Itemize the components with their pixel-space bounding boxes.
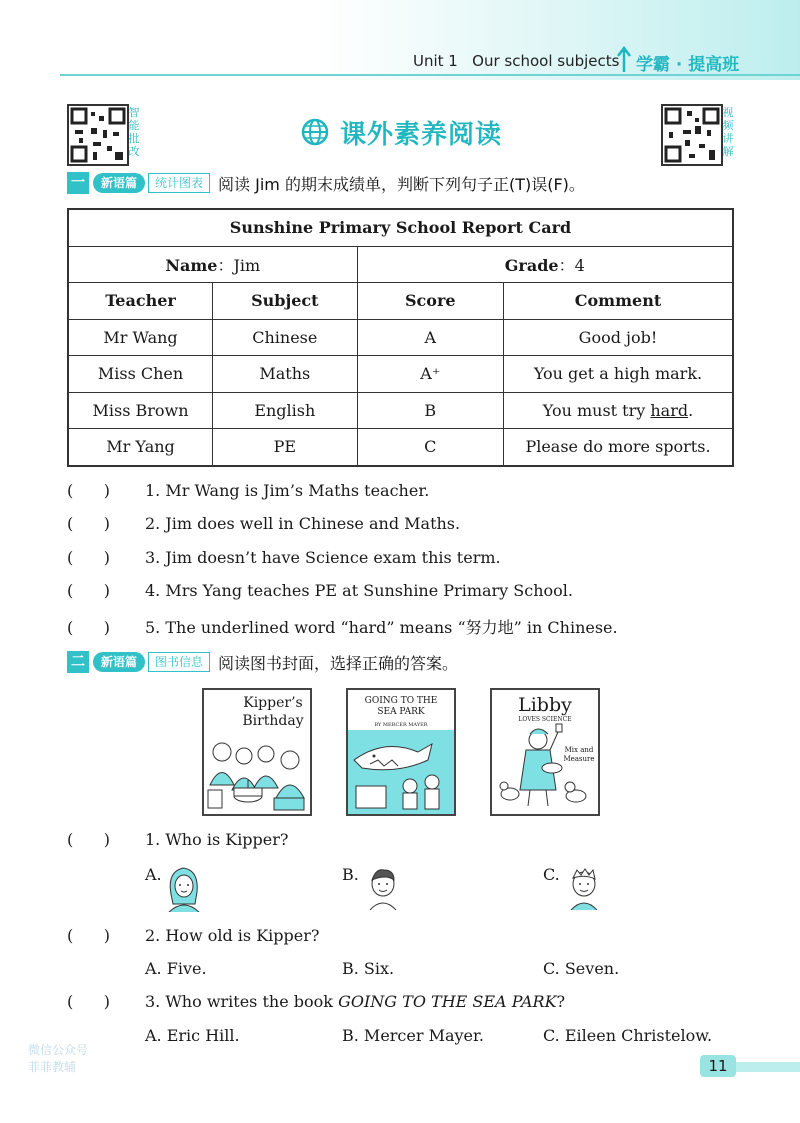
- question-item: [67, 926, 319, 948]
- answer-blank[interactable]: ( ): [67, 926, 110, 945]
- name-label: Name: [165, 255, 218, 275]
- book-extra-line: Measure: [563, 755, 595, 763]
- watermark-line: 菲菲教辅: [28, 1060, 77, 1074]
- part2-instruction: 阅读图书封面，选择正确的答案。: [218, 653, 459, 673]
- answer-blank[interactable]: ( ): [67, 992, 110, 1011]
- girl-with-bowl-illustration: [492, 690, 598, 814]
- part1-header: [67, 172, 585, 194]
- option-c[interactable]: [543, 865, 560, 884]
- question-text: 2. How old is Kipper?: [145, 926, 320, 945]
- qr-code-left[interactable]: [67, 104, 129, 166]
- table-info-row: [68, 246, 733, 283]
- qr-pattern-icon: [69, 106, 127, 164]
- boy-face-icon[interactable]: [366, 866, 400, 910]
- teacher-cell: Miss Brown: [68, 392, 213, 429]
- table-row: [68, 319, 733, 356]
- answer-blank[interactable]: ( ): [67, 581, 110, 600]
- subject-cell: English: [213, 392, 358, 429]
- part1-tag-genre: 统计图表: [148, 173, 210, 193]
- comment-cell: Please do more sports.: [503, 429, 733, 466]
- boy-face-icon[interactable]: [567, 866, 601, 910]
- arrow-up-icon: [615, 44, 633, 74]
- book-cover-libby: [490, 688, 600, 816]
- comment-cell: [503, 392, 733, 429]
- comment-cell: You get a high mark.: [503, 356, 733, 393]
- answer-blank[interactable]: ( ): [67, 830, 110, 849]
- comment-text: You must try: [542, 400, 651, 420]
- unit-title: Unit 1 Our school subjects: [413, 52, 620, 70]
- option-b[interactable]: B. Six.: [342, 959, 395, 978]
- teacher-cell: Miss Chen: [68, 356, 213, 393]
- student-name-cell: Name：Jim: [68, 246, 357, 283]
- option-a[interactable]: [145, 865, 162, 884]
- qr-pattern-icon: [663, 106, 721, 164]
- option-b[interactable]: [342, 865, 359, 884]
- answer-blank[interactable]: ( ): [67, 618, 110, 637]
- book-title-line: Kipper’s: [243, 695, 303, 711]
- col-header-subject: Subject: [213, 283, 358, 320]
- option-label: A.: [145, 865, 162, 884]
- question-item: [67, 548, 501, 570]
- option-label: C.: [543, 865, 560, 884]
- part2-number: 二: [67, 651, 89, 673]
- table-row: [68, 429, 733, 466]
- book-title-line: GOING TO THE: [364, 696, 438, 706]
- section-title: [300, 112, 502, 152]
- score-cell: A: [357, 319, 503, 356]
- question-text: 3. Who writes the book: [145, 992, 339, 1011]
- answer-blank[interactable]: ( ): [67, 514, 110, 533]
- option-b[interactable]: B. Mercer Mayer.: [342, 1026, 484, 1045]
- section-title-text: 课外素养阅读: [340, 119, 503, 150]
- birthday-party-illustration: [204, 690, 310, 814]
- score-cell: C: [357, 429, 503, 466]
- part2-tag-genre: 图书信息: [148, 652, 210, 672]
- score-cell: A⁺: [357, 356, 503, 393]
- col-header-score: Score: [357, 283, 503, 320]
- book-extra-line: Mix and: [564, 746, 594, 754]
- name-value: Jim: [233, 255, 261, 275]
- col-header-comment: Comment: [503, 283, 733, 320]
- book-cover-sea-park: [346, 688, 456, 816]
- book-title-italic: GOING TO THE SEA PARK: [338, 992, 557, 1011]
- option-a[interactable]: A. Five.: [145, 959, 207, 978]
- part2-header: [67, 651, 458, 673]
- part2-tag-type: 新语篇: [93, 652, 145, 672]
- teacher-cell: Mr Wang: [68, 319, 213, 356]
- table-row: [68, 356, 733, 393]
- book-title-line: Libby: [518, 694, 572, 716]
- subject-cell: Chinese: [213, 319, 358, 356]
- question-item: [67, 481, 429, 503]
- option-c[interactable]: C. Seven.: [543, 959, 620, 978]
- comment-end: .: [688, 400, 694, 420]
- student-grade-cell: Grade：4: [357, 246, 733, 283]
- question-item: [67, 992, 565, 1014]
- book-title-line: SEA PARK: [377, 707, 425, 717]
- table-row: [68, 392, 733, 429]
- answer-blank[interactable]: ( ): [67, 481, 110, 500]
- book-subtitle: LOVES SCIENCE: [518, 716, 572, 723]
- qr-left-label: 智能批改: [128, 106, 140, 158]
- teacher-cell: Mr Yang: [68, 429, 213, 466]
- part1-number: 一: [67, 172, 89, 194]
- question-text: 1. Mr Wang is Jim’s Maths teacher.: [145, 481, 430, 500]
- qr-code-right[interactable]: [661, 104, 723, 166]
- brand-name: 学霸 · 提高班: [636, 55, 740, 75]
- table-title-row: [68, 209, 733, 246]
- book-title-line: Birthday: [242, 713, 304, 729]
- underlined-word: hard: [650, 400, 689, 420]
- question-item: [67, 514, 460, 536]
- woman-face-icon[interactable]: [165, 864, 201, 912]
- question-item: [67, 615, 618, 637]
- page-number: 11: [700, 1055, 736, 1077]
- subject-cell: PE: [213, 429, 358, 466]
- answer-blank[interactable]: ( ): [67, 548, 110, 567]
- score-cell: B: [357, 392, 503, 429]
- question-item: [67, 830, 288, 852]
- part1-instruction: 阅读 Jim 的期末成绩单，判断下列句子正(T)误(F)。: [218, 174, 585, 194]
- col-header-teacher: Teacher: [68, 283, 213, 320]
- watermark: [28, 1042, 88, 1076]
- shark-illustration: [348, 690, 454, 814]
- report-card-table: [67, 208, 734, 467]
- option-label: B.: [342, 865, 359, 884]
- question-item: [67, 581, 573, 603]
- option-a[interactable]: A. Eric Hill.: [145, 1026, 240, 1045]
- question-end: ?: [556, 992, 566, 1011]
- option-c[interactable]: C. Eileen Christelow.: [543, 1026, 713, 1045]
- question-text: 3. Jim doesn’t have Science exam this term.: [145, 548, 501, 567]
- grade-label: Grade: [504, 255, 559, 275]
- grade-value: 4: [574, 255, 585, 275]
- book-cover-kipper: [202, 688, 312, 816]
- question-text: 5. The underlined word “hard” means “努力地” in Chinese.: [145, 618, 618, 637]
- table-header-row: [68, 283, 733, 320]
- report-card-title: Sunshine Primary School Report Card: [68, 209, 733, 246]
- subject-cell: Maths: [213, 356, 358, 393]
- question-text: 1. Who is Kipper?: [145, 830, 289, 849]
- part1-tag-type: 新语篇: [93, 173, 145, 193]
- book-author: BY MERCER MAYER: [374, 722, 428, 728]
- question-text: 2. Jim does well in Chinese and Maths.: [145, 514, 461, 533]
- question-text: 4. Mrs Yang teaches PE at Sunshine Primary School.: [145, 581, 573, 600]
- comment-cell: Good job!: [503, 319, 733, 356]
- footer-band: [730, 1062, 800, 1072]
- qr-right-label: 视频讲解: [722, 106, 734, 158]
- watermark-line: 微信公众号: [28, 1043, 89, 1057]
- globe-icon: [300, 117, 330, 147]
